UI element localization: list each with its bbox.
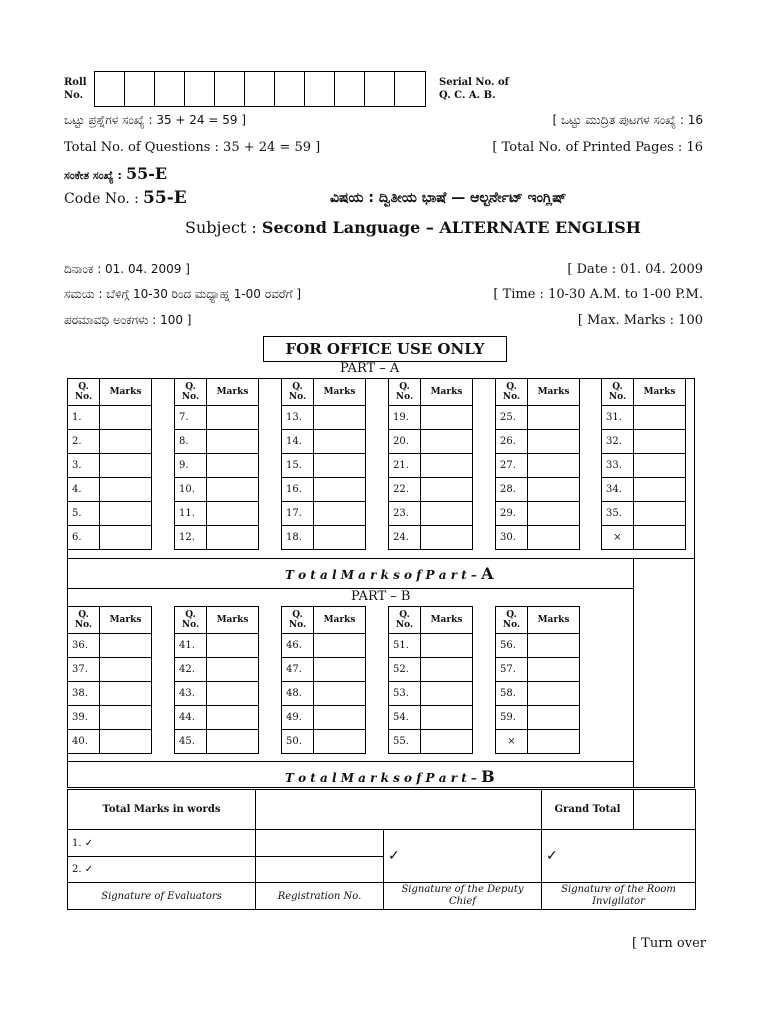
date: [ Date : 01. 04. 2009 — [567, 262, 703, 277]
question-number: 46. — [282, 634, 314, 658]
marks-field[interactable] — [207, 526, 259, 550]
table-row — [496, 478, 580, 502]
table-row — [389, 658, 473, 682]
table-row — [68, 478, 152, 502]
total-marks-words-label: Total Marks in words — [68, 790, 256, 830]
table-row — [389, 502, 473, 526]
question-number: 51. — [389, 634, 421, 658]
question-number: 16. — [282, 478, 314, 502]
max-marks: [ Max. Marks : 100 — [577, 313, 703, 328]
table-row — [282, 706, 366, 730]
marks-field[interactable] — [421, 682, 473, 706]
marks-field[interactable] — [634, 502, 686, 526]
table-row — [68, 430, 152, 454]
marks-header: Marks — [421, 379, 473, 406]
marks-field[interactable] — [100, 526, 152, 550]
question-number: 48. — [282, 682, 314, 706]
marks-header: Marks — [314, 379, 366, 406]
table-row — [389, 406, 473, 430]
question-number: 18. — [282, 526, 314, 550]
question-number: 11. — [175, 502, 207, 526]
marks-field[interactable] — [100, 478, 152, 502]
total-marks-words-field[interactable] — [256, 790, 542, 830]
marks-field[interactable] — [634, 478, 686, 502]
marks-field[interactable] — [634, 406, 686, 430]
question-number: 14. — [282, 430, 314, 454]
table-row — [175, 454, 259, 478]
question-number: 44. — [175, 706, 207, 730]
part-b-title: PART – B — [351, 589, 411, 604]
marks-field[interactable] — [421, 634, 473, 658]
table-row — [68, 454, 152, 478]
table-row — [389, 634, 473, 658]
table-row — [282, 406, 366, 430]
table-row — [68, 682, 152, 706]
question-number: 57. — [496, 658, 528, 682]
table-row — [282, 526, 366, 550]
marks-field[interactable] — [634, 454, 686, 478]
marks-field[interactable] — [528, 478, 580, 502]
table-row — [68, 634, 152, 658]
table-row — [602, 406, 686, 430]
marks-field[interactable] — [207, 658, 259, 682]
table-row — [68, 730, 152, 754]
table-row — [68, 502, 152, 526]
question-number: × — [496, 730, 528, 754]
table-row — [389, 682, 473, 706]
question-number: 50. — [282, 730, 314, 754]
marks-field[interactable] — [528, 406, 580, 430]
question-number: 25. — [496, 406, 528, 430]
q-no-header: Q. No. — [68, 379, 100, 406]
question-number: 34. — [602, 478, 634, 502]
marks-field[interactable] — [100, 430, 152, 454]
part_a-grid-2 — [174, 378, 259, 550]
question-number: 21. — [389, 454, 421, 478]
q-no-header: Q. No. — [282, 379, 314, 406]
question-number: 36. — [68, 634, 100, 658]
evaluator-1[interactable]: 1. ✓ — [68, 830, 256, 857]
marks-field[interactable] — [100, 658, 152, 682]
marks-field[interactable] — [634, 526, 686, 550]
table-row — [282, 682, 366, 706]
table-row — [602, 430, 686, 454]
marks-field[interactable] — [207, 478, 259, 502]
question-number: 35. — [602, 502, 634, 526]
q-no-header: Q. No. — [602, 379, 634, 406]
code-line: Code No. : 55-E — [64, 188, 187, 208]
question-number: 5. — [68, 502, 100, 526]
total-part-b: T o t a l M a r k s o f P a r t – B — [285, 767, 495, 786]
q-no-header: Q. No. — [389, 379, 421, 406]
question-number: 6. — [68, 526, 100, 550]
table-row — [68, 658, 152, 682]
kn-code-line: ಸಂಕೇತ ಸಂಖ್ಯೆ : 55-E — [64, 164, 168, 183]
registration-1[interactable] — [256, 830, 384, 857]
office-use-title: FOR OFFICE USE ONLY — [263, 336, 507, 362]
marks-field[interactable] — [100, 406, 152, 430]
marks-field[interactable] — [421, 430, 473, 454]
q-no-header: Q. No. — [175, 379, 207, 406]
marks-field[interactable] — [207, 430, 259, 454]
marks-field[interactable] — [528, 454, 580, 478]
question-number: 56. — [496, 634, 528, 658]
table-row — [496, 682, 580, 706]
marks-field[interactable] — [207, 682, 259, 706]
question-number: 37. — [68, 658, 100, 682]
question-number: 1. — [68, 406, 100, 430]
part_a-grid-1 — [67, 378, 152, 550]
table-row — [389, 430, 473, 454]
deputy-chief-sign-field[interactable]: ✓ — [384, 830, 542, 883]
marks-field[interactable] — [528, 634, 580, 658]
question-number: 33. — [602, 454, 634, 478]
table-row — [602, 454, 686, 478]
table-row — [282, 658, 366, 682]
table-row — [282, 430, 366, 454]
marks-field[interactable] — [314, 478, 366, 502]
question-number: 43. — [175, 682, 207, 706]
evaluators-caption: Signature of Evaluators — [68, 883, 256, 910]
marks-field[interactable] — [100, 706, 152, 730]
question-number: 31. — [602, 406, 634, 430]
table-row — [496, 526, 580, 550]
table-row — [282, 634, 366, 658]
marks-field[interactable] — [207, 454, 259, 478]
time: [ Time : 10-30 A.M. to 1-00 P.M. — [493, 287, 703, 302]
table-row — [389, 706, 473, 730]
question-number: 28. — [496, 478, 528, 502]
marks-header: Marks — [100, 607, 152, 634]
table-row — [282, 454, 366, 478]
marks-field[interactable] — [421, 526, 473, 550]
printed-pages: [ Total No. of Printed Pages : 16 — [492, 140, 703, 155]
question-number: 12. — [175, 526, 207, 550]
marks-field[interactable] — [528, 730, 580, 754]
part_b-grid-4 — [388, 606, 473, 754]
marks-field[interactable] — [421, 658, 473, 682]
question-number: 42. — [175, 658, 207, 682]
deputy-chief-caption: Signature of the Deputy Chief — [384, 883, 542, 910]
question-number: 8. — [175, 430, 207, 454]
marks-field[interactable] — [528, 658, 580, 682]
registration-2[interactable] — [256, 857, 384, 883]
question-number: 26. — [496, 430, 528, 454]
turn-over: [ Turn over — [631, 936, 706, 951]
q-no-header: Q. No. — [282, 607, 314, 634]
marks-header: Marks — [421, 607, 473, 634]
q-no-header: Q. No. — [496, 607, 528, 634]
marks-field[interactable] — [314, 526, 366, 550]
marks-field[interactable] — [207, 730, 259, 754]
table-row — [282, 478, 366, 502]
marks-field[interactable] — [421, 406, 473, 430]
question-number: 53. — [389, 682, 421, 706]
question-number: × — [602, 526, 634, 550]
table-row — [175, 706, 259, 730]
marks-header: Marks — [528, 379, 580, 406]
marks-field[interactable] — [100, 502, 152, 526]
table-row — [175, 430, 259, 454]
part_a-grid-5 — [495, 378, 580, 550]
question-number: 9. — [175, 454, 207, 478]
table-row — [175, 658, 259, 682]
table-row — [496, 430, 580, 454]
marks-field[interactable] — [314, 634, 366, 658]
question-number: 58. — [496, 682, 528, 706]
q-no-header: Q. No. — [389, 607, 421, 634]
table-row — [496, 658, 580, 682]
question-number: 15. — [282, 454, 314, 478]
marks-field[interactable] — [314, 682, 366, 706]
table-row — [175, 502, 259, 526]
question-number: 20. — [389, 430, 421, 454]
question-number: 10. — [175, 478, 207, 502]
part_a-grid-4 — [388, 378, 473, 550]
question-number: 2. — [68, 430, 100, 454]
kn-printed-pages: [ ಒಟ್ಟು ಮುದ್ರಿತ ಪುಟಗಳ ಸಂಖ್ಯೆ : 16 — [552, 113, 703, 127]
table-row — [389, 478, 473, 502]
marks-header: Marks — [207, 379, 259, 406]
total-questions: Total No. of Questions : 35 + 24 = 59 ] — [64, 140, 321, 155]
part_b-grid-1 — [67, 606, 152, 754]
question-number: 45. — [175, 730, 207, 754]
table-row — [496, 730, 580, 754]
marks-field[interactable] — [528, 706, 580, 730]
part_b-grid-5 — [495, 606, 580, 754]
kn-total-questions: ಒಟ್ಟು ಪ್ರಶ್ನೆಗಳ ಸಂಖ್ಯೆ : 35 + 24 = 59 ] — [64, 113, 247, 127]
marks-field[interactable] — [314, 658, 366, 682]
roll-number-boxes[interactable] — [94, 71, 426, 107]
room-invigilator-sign-field[interactable]: ✓ — [542, 830, 696, 883]
question-number: 54. — [389, 706, 421, 730]
question-number: 4. — [68, 478, 100, 502]
question-number: 52. — [389, 658, 421, 682]
table-row — [175, 478, 259, 502]
part-a-title: PART – A — [340, 361, 400, 376]
question-number: 23. — [389, 502, 421, 526]
marks-header: Marks — [314, 607, 366, 634]
table-row — [175, 682, 259, 706]
marks-field[interactable] — [314, 430, 366, 454]
table-row — [175, 406, 259, 430]
marks-field[interactable] — [634, 430, 686, 454]
part_b-grid-3 — [281, 606, 366, 754]
table-row — [602, 478, 686, 502]
grand-total-field[interactable] — [634, 790, 696, 830]
question-number: 32. — [602, 430, 634, 454]
table-row — [602, 526, 686, 550]
marks-field[interactable] — [314, 454, 366, 478]
table-row — [68, 526, 152, 550]
marks-field[interactable] — [421, 730, 473, 754]
marks-field[interactable] — [421, 706, 473, 730]
marks-field[interactable] — [528, 526, 580, 550]
roll-number-label: Roll No. — [64, 77, 87, 101]
serial-number-label: Serial No. of Q. C. A. B. — [439, 77, 509, 101]
room-invigilator-caption: Signature of the Room Invigilator — [542, 883, 696, 910]
question-number: 13. — [282, 406, 314, 430]
question-number: 49. — [282, 706, 314, 730]
marks-field[interactable] — [314, 706, 366, 730]
marks-field[interactable] — [314, 502, 366, 526]
marks-field[interactable] — [207, 502, 259, 526]
question-number: 7. — [175, 406, 207, 430]
question-number: 38. — [68, 682, 100, 706]
marks-field[interactable] — [207, 406, 259, 430]
marks-field[interactable] — [314, 730, 366, 754]
marks-field[interactable] — [528, 502, 580, 526]
marks-header: Marks — [100, 379, 152, 406]
table-row — [389, 730, 473, 754]
kn-max-marks: ಪರಮಾವಧಿ ಅಂಕಗಳು : 100 ] — [64, 313, 192, 327]
part_b-grid-2 — [174, 606, 259, 754]
table-row — [175, 730, 259, 754]
table-row — [175, 634, 259, 658]
question-number: 27. — [496, 454, 528, 478]
marks-field[interactable] — [100, 454, 152, 478]
table-row — [496, 502, 580, 526]
question-number: 24. — [389, 526, 421, 550]
table-row — [175, 526, 259, 550]
q-no-header: Q. No. — [496, 379, 528, 406]
signature-table — [67, 789, 696, 910]
q-no-header: Q. No. — [68, 607, 100, 634]
table-row — [68, 406, 152, 430]
marks-field[interactable] — [314, 406, 366, 430]
table-row — [282, 730, 366, 754]
table-row — [389, 454, 473, 478]
marks-field[interactable] — [100, 730, 152, 754]
q-no-header: Q. No. — [175, 607, 207, 634]
marks-field[interactable] — [421, 478, 473, 502]
question-number: 47. — [282, 658, 314, 682]
subject-line: Subject : Second Language – ALTERNATE ENGLISH — [185, 218, 641, 237]
question-number: 22. — [389, 478, 421, 502]
question-number: 17. — [282, 502, 314, 526]
marks-field[interactable] — [207, 634, 259, 658]
question-number: 30. — [496, 526, 528, 550]
kn-subject: ವಿಷಯ : ದ್ವಿತೀಯ ಭಾಷೆ — ಆಲ್ಟರ್ನೇಟ್ ಇಂಗ್ಲಿಷ್ — [330, 190, 567, 206]
question-number: 29. — [496, 502, 528, 526]
registration-caption: Registration No. — [256, 883, 384, 910]
marks-field[interactable] — [207, 706, 259, 730]
marks-field[interactable] — [421, 454, 473, 478]
table-row — [602, 502, 686, 526]
kn-time: ಸಮಯ : ಬೆಳಿಗ್ಗೆ 10-30 ರಿಂದ ಮಧ್ಯಾಹ್ನ 1-00 ರವರೆಗೆ ] — [64, 287, 302, 301]
question-number: 55. — [389, 730, 421, 754]
table-row — [496, 454, 580, 478]
question-number: 3. — [68, 454, 100, 478]
evaluator-2[interactable]: 2. ✓ — [68, 857, 256, 883]
table-row — [496, 634, 580, 658]
question-number: 59. — [496, 706, 528, 730]
question-number: 40. — [68, 730, 100, 754]
question-number: 41. — [175, 634, 207, 658]
marks-field[interactable] — [100, 634, 152, 658]
marks-header: Marks — [528, 607, 580, 634]
table-row — [496, 706, 580, 730]
marks-field[interactable] — [528, 682, 580, 706]
question-number: 39. — [68, 706, 100, 730]
marks-field[interactable] — [528, 430, 580, 454]
table-row — [389, 526, 473, 550]
marks-field[interactable] — [421, 502, 473, 526]
marks-header: Marks — [634, 379, 686, 406]
total-part-a: T o t a l M a r k s o f P a r t – A — [285, 564, 494, 583]
table-row — [68, 706, 152, 730]
marks-header: Marks — [207, 607, 259, 634]
part_a-grid-6 — [601, 378, 686, 550]
table-row — [282, 502, 366, 526]
question-number: 19. — [389, 406, 421, 430]
grand-total-label: Grand Total — [542, 790, 634, 830]
kn-date: ದಿನಾಂಕ : 01. 04. 2009 ] — [64, 262, 190, 276]
part_a-grid-3 — [281, 378, 366, 550]
table-row — [496, 406, 580, 430]
marks-field[interactable] — [100, 682, 152, 706]
